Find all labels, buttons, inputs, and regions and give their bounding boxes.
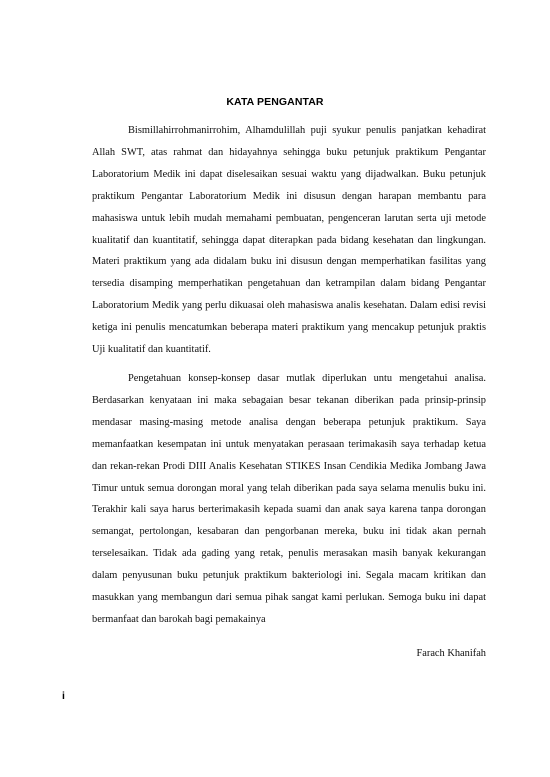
page-number: i xyxy=(62,690,65,702)
paragraph-1: Bismillahirrohmanirrohim, Alhamdulillah puji syukur penulis panjatkan kehadirat Allah SWT, atas rahmat dan hidayahnya sehingga buku petunjuk praktikum Pengantar Laboratorium Medik ini dapat diselesaikan sesuai waktu yang dijadwalkan. Buku petunjuk praktikum Pengantar Laboratorium Medik ini disusun dengan harapan membantu para mahasiswa untuk lebih mudah memahami pembuatan, pengenceran larutan serta uji metode kualitatif dan kuantitatif, sehingga dapat diterapkan pada bidang kesehatan dan lingkungan. Materi praktikum yang ada didalam buku ini disusun dengan memperhatikan fasilitas yang tersedia disamping memperhatikan pengetahuan dan ketrampilan dalam bidang Pengantar Laboratorium Medik yang perlu dikuasai oleh mahasiswa analis kesehatan. Dalam edisi revisi ketiga ini penulis mencatumkan beberapa materi praktikum yang mencakup petunjuk praktis Uji kualitatif dan kuantitatif. xyxy=(92,125,486,356)
author-signature: Farach Khanifah xyxy=(416,648,486,659)
document-body xyxy=(92,120,486,638)
paragraph-2: Pengetahuan konsep-konsep dasar mutlak diperlukan untu mengetahui analisa. Berdasarkan kenyataan ini maka sebagaian besar tekanan diberikan pada prinsip-prinsip mendasar masing-masing metode analisa dengan beberapa petunjuk praktikum. Saya memanfaatkan kesempatan ini untuk menyatakan perasaan terimakasih saya terhadap ketua dan rekan-rekan Prodi DIII Analis Kesehatan STIKES Insan Cendikia Medika Jombang Jawa Timur untuk semua dorongan moral yang telah diberikan pada saya selama menulis buku ini. Terakhir kali saya harus berterimakasih kepada suami dan anak saya karena tanpa dorongan semangat, pertolongan, kesabaran dan pengorbanan mereka, buku ini tidak akan pernah terselesaikan. Tidak ada gading yang retak, penulis merasakan masih banyak kekurangan dalam penyusunan buku petunjuk praktikum bakteriologi ini. Segala macam kritikan dan masukkan yang membangun dari semua pihak sangat kami perlukan. Semoga buku ini dapat bermanfaat dan barokah bagi pemakainya xyxy=(92,372,486,625)
page-title: KATA PENGANTAR xyxy=(226,96,324,108)
